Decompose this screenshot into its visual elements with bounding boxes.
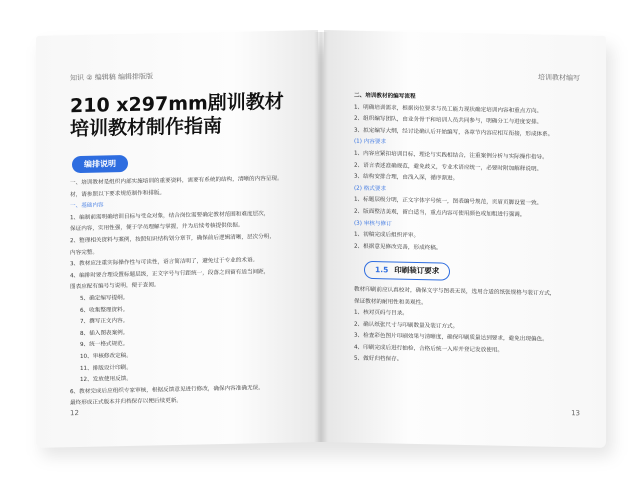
text-line: 2、整理相关资料与案例，按照知识结构划分章节，确保前后逻辑清晰，层次分明， [70,233,275,245]
text-line: 图表应配有编号与说明，便于查阅。 [70,282,160,291]
text-line: 8、插入图表案例。 [80,329,129,337]
page-title [70,90,300,141]
text-line: 6、收集整理资料。 [80,306,129,314]
text-line: 5、做好归档保存。 [354,356,403,364]
text-line: 5、确定编写提纲。 [80,294,129,302]
title-line-2: 培训教材制作指南 [70,115,223,141]
text-line: 二、培训教材的编写流程 [354,92,416,100]
text-line: 2、语言表述准确规范，避免歧义，专业术语应统一，必要时附加解释说明。 [354,162,543,173]
text-line: 1、核对页码与目录。 [354,309,408,317]
left-body-text [70,173,306,410]
text-line: 保证教材的耐用性和美观性。 [354,298,427,306]
right-body-text [354,91,594,371]
text-line: 7、撰写正文内容。 [80,318,129,326]
text-line: 11、排版设计印刷。 [80,364,132,372]
left-page [36,30,318,448]
text-line: 2、确认纸张尺寸与印刷数量及装订方式。 [354,321,459,330]
text-line: 3、教材应注重实际操作性与可读性，语言简洁明了，避免过于专业的术语。 [70,257,259,268]
text-line: 2、版面整洁美观，留白适当，重点内容可使用颜色或加粗进行强调。 [354,208,526,219]
text-line: 10、审核修改定稿。 [80,352,132,360]
text-line: 3、结构安排合理，由浅入深，循序渐进。 [354,173,459,182]
text-line: 4、编排时要合理设置标题层级，正文字号与行距统一，段落之间留有适当间距， [70,268,270,279]
text-line: (3) 审核与修订 [354,220,392,227]
right-running-head: 培训教材编写 [538,73,580,83]
text-line: (2) 格式要求 [354,185,387,193]
section-heading-number: 1.5 [375,265,389,275]
left-page-number: 12 [70,409,79,418]
text-line: 1、标题层级分明，正文字体字号统一，图表编号规范，页眉页脚设置一致。 [354,196,543,207]
text-line: 一、培训教材是组织内部实施培训的重要资料，需要有系统的结构，清晰的内容呈现。 [70,175,283,187]
text-line: (1) 内容要求 [354,139,387,146]
text-line: 3、拟定编写大纲，经讨论确认后开始编写，各章节内容应相互衔接，形成体系。 [354,127,554,138]
text-line: 12、发放使用反馈。 [80,375,132,384]
text-line: 6、教材完成后应组织专家审核，根据反馈意见进行修改，确保内容准确无误。 [70,384,264,395]
book-spine [314,32,328,442]
text-line: 1、明确培训需求，根据岗位要求与员工能力现状确定培训内容和重点方向。 [354,104,543,115]
right-body-bottom [354,285,594,371]
text-line: 最终形成正式版本并归档保存以便后续更新。 [70,398,182,407]
text-line: 4、印刷完成后进行抽检，合格后统一入库并登记发放使用。 [354,344,503,354]
text-line: 材，请参照以下要求规范制作和排版。 [70,189,166,198]
section-heading [364,261,450,280]
section-pill: 编排说明 [72,155,128,173]
text-line: 1、编制前需明确培训目标与受众对象，结合岗位需要确定教材范围和难度层次， [70,210,270,221]
section-heading-text: 印刷装订要求 [394,265,440,276]
right-page-number: 13 [571,409,580,418]
open-book [36,30,606,448]
right-page [324,30,606,448]
text-line: 2、组织编写团队，由业务骨干和培训人员共同参与，明确分工与进度安排。 [354,115,543,126]
text-line: 保证内容，实用性强，便于学员理解与掌握，并为后续考核提供依据。 [70,222,244,233]
text-line: 1、初稿完成后组织评审。 [354,231,420,240]
title-line-1: 210 x297mm剧训教材 [70,90,284,118]
right-body-top [354,91,594,258]
text-line: 教材印刷前应认真校对，确保文字与图表无误，选用合适的纸张规格与装订方式， [354,286,556,297]
text-line: 一、基础内容 [70,202,104,210]
text-line: 内容完整。 [70,249,98,256]
left-running-head: 知识 ② 编辑稿 编辑排版版 [70,72,153,83]
text-line: 9、统一格式规范。 [80,341,129,349]
text-line: 1、内容应紧扣培训目标，理论与实践相结合，注重案例分析与实际操作指导。 [354,150,548,161]
text-line: 2、根据意见修改完善，形成终稿。 [354,243,442,252]
text-line: 3、检查彩色图片印刷效果与清晰度，确保印刷质量达到要求，避免出现偏色。 [354,332,548,343]
